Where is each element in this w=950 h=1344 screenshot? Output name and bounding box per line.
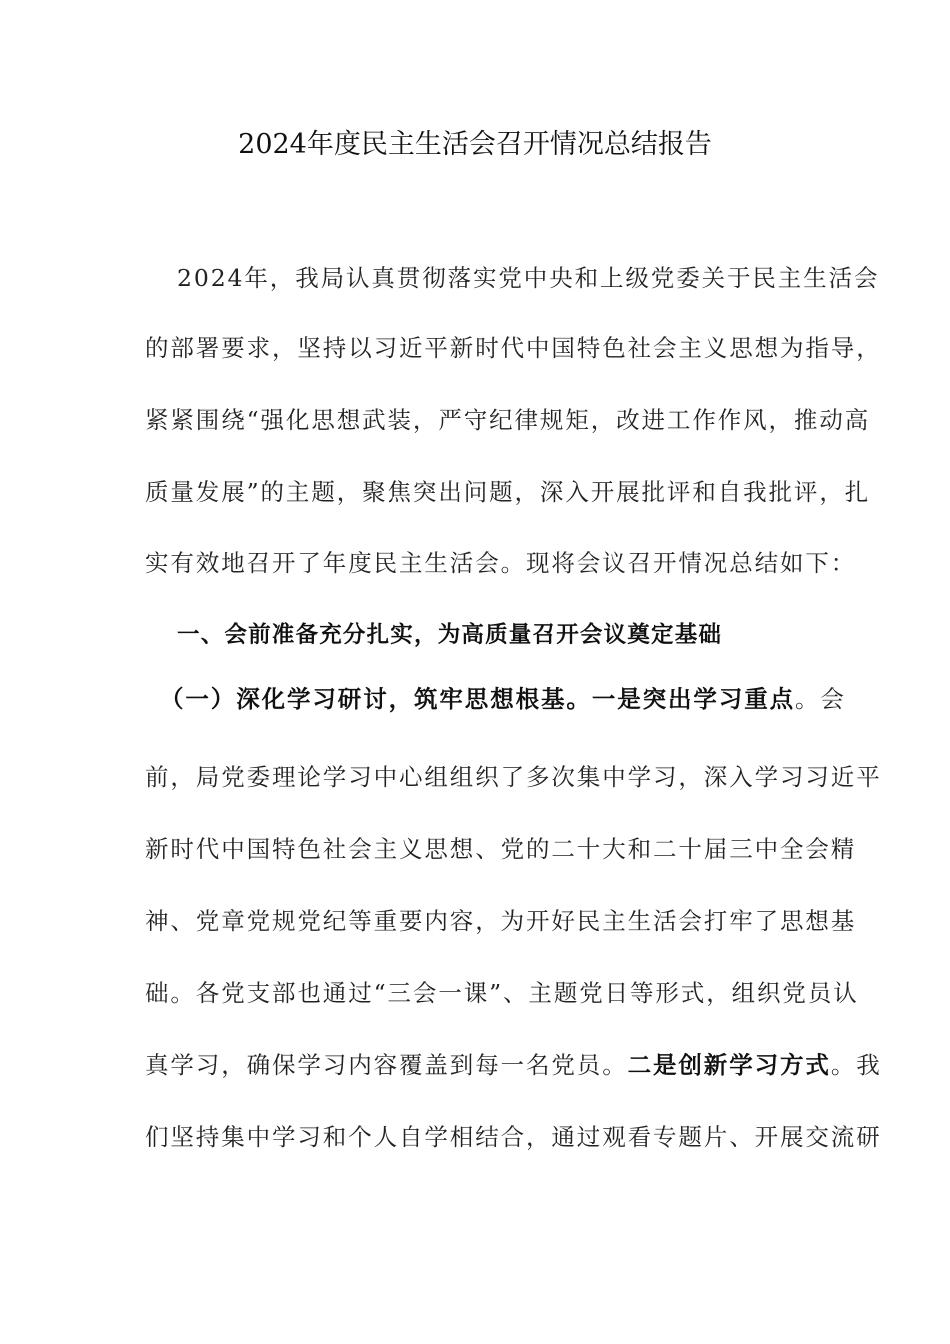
key-point-label: 一是突出学习重点 [591, 685, 796, 713]
paragraph-line: 神、党章党规党纪等重要内容，为开好民主生活会打牢了思想基 [145, 907, 857, 935]
section-heading: 一、会前准备充分扎实，为高质量召开会议奠定基础 [177, 622, 723, 648]
paragraph-line: 紧紧围绕“强化思想武装，严守纪律规矩，改进工作作风，推动高 [145, 406, 871, 434]
subsection-line [160, 683, 846, 715]
subsection-heading: （一）深化学习研讨，筑牢思想根基。 [160, 685, 592, 713]
paragraph-line: 质量发展”的主题，聚焦突出问题，深入开展批评和自我批评，扎 [145, 478, 871, 506]
inline-text: 。会 [795, 685, 846, 713]
paragraph-line: 们坚持集中学习和个人自学相结合，通过观看专题片、开展交流研 [145, 1123, 882, 1151]
key-point-label: 二是创新学习方式 [627, 1051, 831, 1079]
paragraph-line: 2024年，我局认真贯彻落实党中央和上级党委关于民主生活会 [177, 264, 880, 292]
paragraph-line [145, 1049, 882, 1081]
paragraph-line: 前，局党委理论学习中心组组织了多次集中学习，深入学习习近平 [145, 763, 882, 791]
paragraph-line: 新时代中国特色社会主义思想、党的二十大和二十届三中全会精 [145, 835, 857, 863]
document-title: 2024年度民主生活会召开情况总结报告 [238, 129, 712, 160]
paragraph-line: 实有效地召开了年度民主生活会。现将会议召开情况总结如下： [145, 549, 857, 577]
inline-text: 。我 [830, 1051, 882, 1079]
paragraph-line: 础。各党支部也通过“三会一课”、主题党日等形式，组织党员认 [145, 979, 859, 1007]
paragraph-line: 的部署要求，坚持以习近平新时代中国特色社会主义思想为指导， [145, 334, 882, 362]
inline-text: 真学习，确保学习内容覆盖到每一名党员。 [145, 1051, 628, 1079]
